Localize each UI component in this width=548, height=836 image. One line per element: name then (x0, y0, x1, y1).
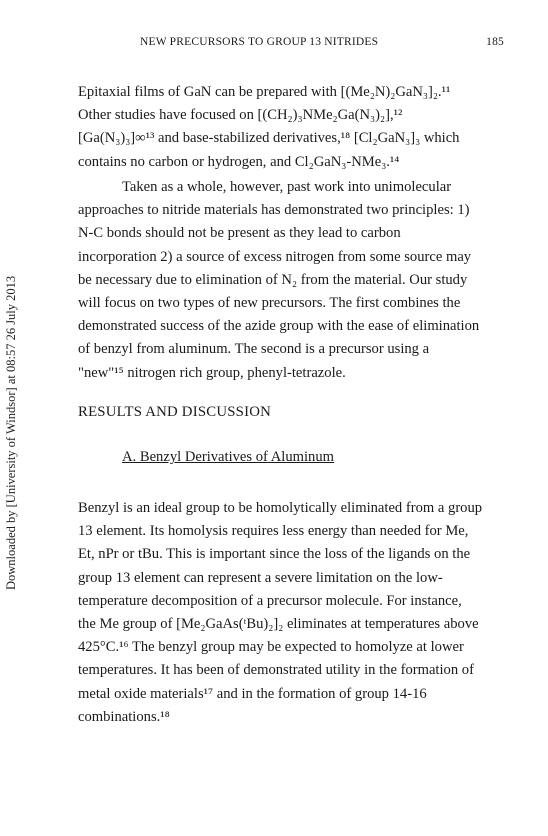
text-line: Et, nPr or tBu. This is important since the loss of the ligands on the (78, 546, 471, 563)
text-line: approaches to nitride materials has demonstrated two principles: 1) (78, 202, 470, 219)
text-line: Taken as a whole, however, past work into unimolecular (122, 179, 452, 195)
text-line: combinations.¹⁸ (78, 708, 170, 725)
text-line: the Me group of [Me₂GaAs(ᵗBu)₂]₂ eliminates at temperatures above (78, 616, 479, 633)
text-line: contains no carbon or hydrogen, and Cl₂GaN₃-NMe₃.¹⁴ (78, 153, 400, 170)
text-line: Other studies have focused on [(CH₂)₃NMe₂Ga(N₃)₂],¹² (78, 107, 403, 124)
text-line: temperatures. It has been of demonstrated utility in the formation of (78, 662, 474, 679)
text-line: demonstrated success of the azide group with the ease of elimination (78, 318, 480, 335)
download-watermark: Downloaded by [University of Windsor] at 08:57 26 July 2013 (4, 275, 18, 590)
text-line: Epitaxial films of GaN can be prepared with [(Me₂N)₂GaN₃]₂.¹¹ (78, 84, 451, 100)
section-heading: RESULTS AND DISCUSSION (78, 404, 271, 420)
text-line: incorporation 2) a source of excess nitrogen from some source may (78, 248, 472, 265)
paragraph-2 (78, 176, 498, 385)
text-line: metal oxide materials¹⁷ and in the formation of group 14-16 (78, 685, 427, 702)
text-line: N-C bonds should not be present as they lead to carbon (78, 225, 401, 242)
subsection-heading: A. Benzyl Derivatives of Aluminum (122, 449, 334, 465)
text-line: 13 element. Its homolysis requires less energy than needed for Me, (78, 523, 469, 540)
text-line: temperature decomposition of a precursor molecule. For instance, (78, 592, 462, 609)
text-line: of benzyl from aluminum. The second is a precursor using a (78, 341, 430, 358)
text-line: "new"¹⁵ nitrogen rich group, phenyl-tetrazole. (78, 364, 346, 381)
text-line: be necessary due to elimination of N₂ from the material. Our study (78, 271, 468, 288)
paragraph-3 (78, 497, 498, 729)
text-line: Benzyl is an ideal group to be homolytically eliminated from a group (78, 500, 483, 516)
text-line: 425°C.¹⁶ The benzyl group may be expected to homolyze at lower (78, 639, 464, 656)
text-line: group 13 element can represent a severe limitation on the low- (78, 569, 443, 586)
text-line: [Ga(N₃)₃]∞¹³ and base-stabilized derivatives,¹⁸ [Cl₂GaN₃]₃ which (78, 130, 460, 147)
text-line: will focus on two types of new precursors. The first combines the (78, 295, 461, 312)
page-number: 185 (486, 36, 504, 48)
running-title: NEW PRECURSORS TO GROUP 13 NITRIDES (140, 36, 379, 48)
paragraph-1 (78, 81, 498, 174)
